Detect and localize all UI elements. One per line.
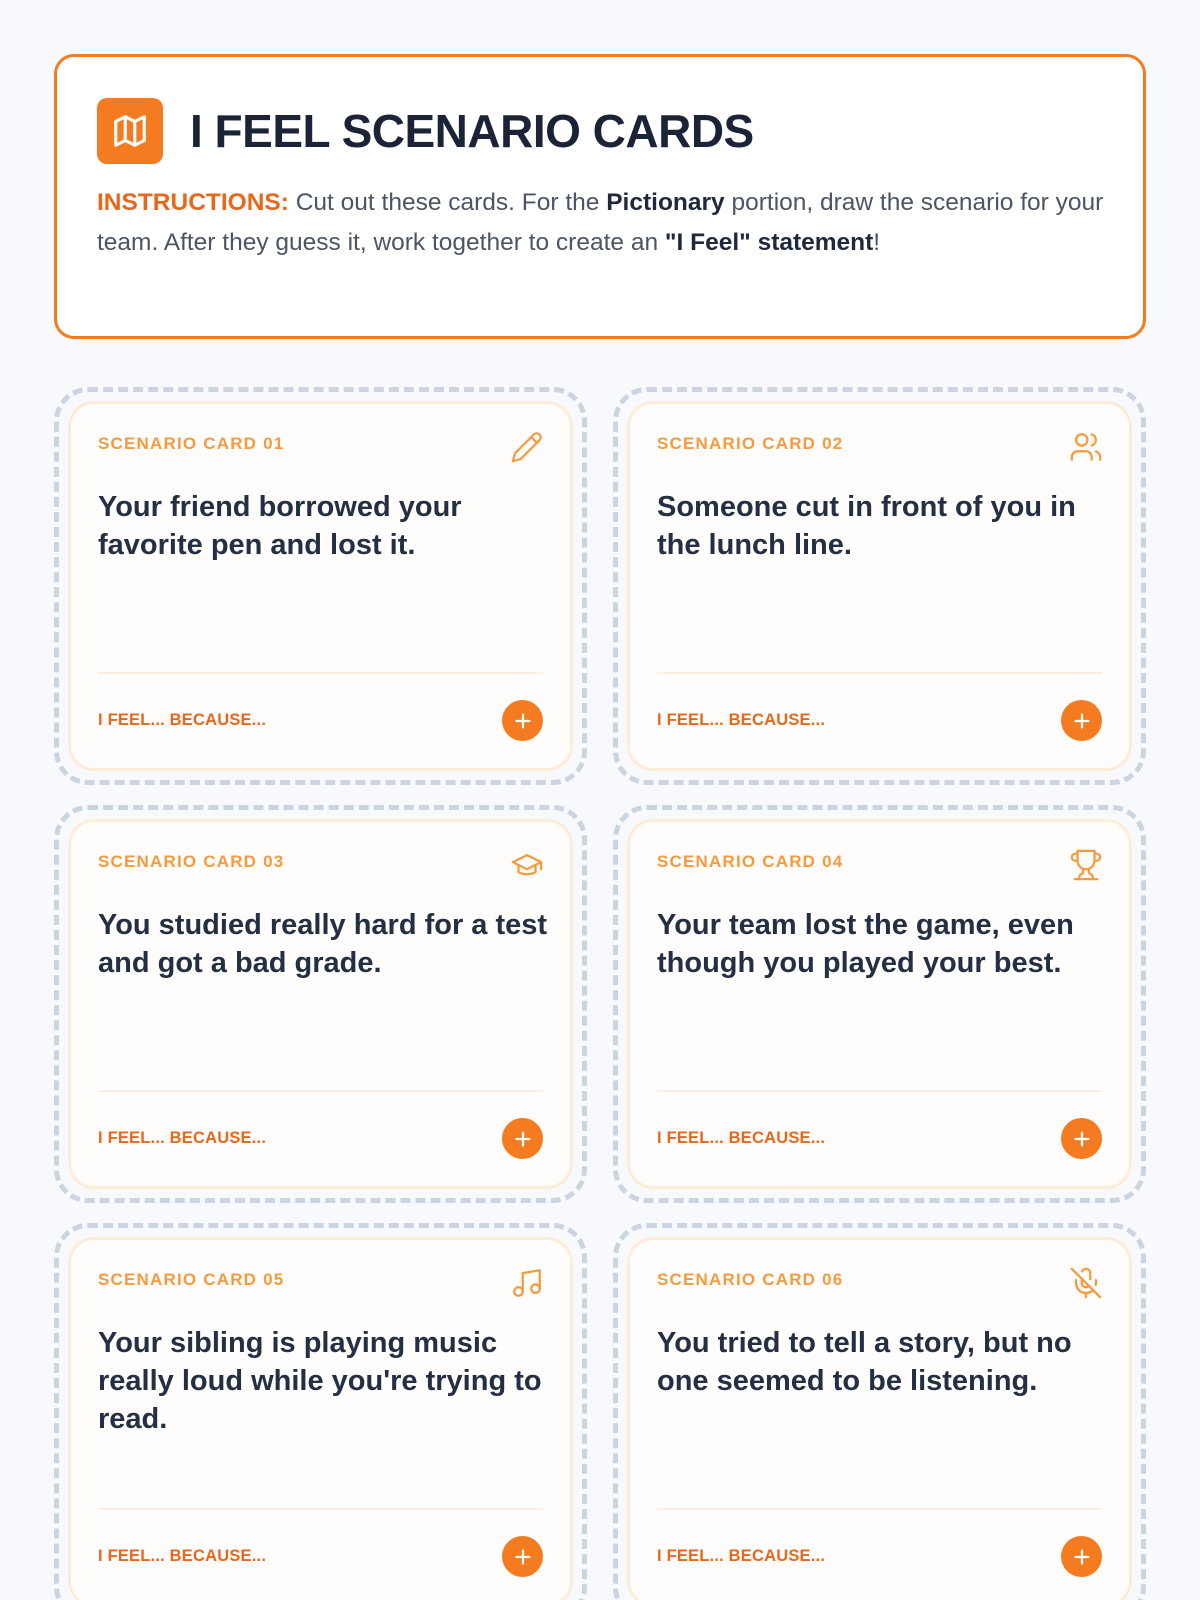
card-label: SCENARIO CARD 04 xyxy=(657,852,844,871)
card-footer-prompt: I FEEL... BECAUSE... xyxy=(98,1129,267,1147)
scenario-card-cutout xyxy=(613,1223,1146,1600)
plus-icon xyxy=(512,710,534,732)
card-divider xyxy=(98,1090,543,1092)
card-divider xyxy=(657,1090,1102,1092)
pencil-icon xyxy=(510,430,544,464)
mic-off-icon xyxy=(1069,1266,1103,1300)
add-button[interactable] xyxy=(502,1118,543,1159)
instructions-text-1: Cut out these cards. For the xyxy=(288,189,607,216)
scenario-card-cutout xyxy=(54,805,587,1203)
card-footer-prompt: I FEEL... BECAUSE... xyxy=(98,711,267,729)
card-divider xyxy=(657,1508,1102,1510)
add-button[interactable] xyxy=(1061,1536,1102,1577)
scenario-card xyxy=(627,401,1132,771)
graduation-cap-icon xyxy=(510,848,544,882)
card-divider xyxy=(98,672,543,674)
instructions-bold-2: "I Feel" statement xyxy=(664,229,874,256)
card-label: SCENARIO CARD 05 xyxy=(98,1270,285,1289)
card-scenario-text: Your sibling is playing music really loud while you're trying to read. xyxy=(98,1327,542,1435)
music-icon xyxy=(510,1266,544,1300)
add-button[interactable] xyxy=(1061,700,1102,741)
scenario-card xyxy=(68,819,573,1189)
card-scenario-text: You studied really hard for a test and got a bad grade. xyxy=(98,909,548,979)
scenario-card-cutout xyxy=(54,387,587,785)
card-label: SCENARIO CARD 06 xyxy=(657,1270,844,1289)
card-scenario-text: Your team lost the game, even though you played your best. xyxy=(657,909,1074,979)
instructions-label: INSTRUCTIONS: xyxy=(97,189,289,216)
trophy-icon xyxy=(1069,848,1103,882)
card-divider xyxy=(657,672,1102,674)
scenario-card xyxy=(627,1237,1132,1600)
title-row xyxy=(97,97,1103,165)
card-footer-prompt: I FEEL... BECAUSE... xyxy=(657,1129,826,1147)
card-footer-prompt: I FEEL... BECAUSE... xyxy=(98,1547,267,1565)
instructions-text-2: portion, draw the scenario for your team. After they guess it, work together to create an xyxy=(97,189,1104,256)
plus-icon xyxy=(512,1546,534,1568)
add-button[interactable] xyxy=(502,1536,543,1577)
scenario-card xyxy=(627,819,1132,1189)
instructions-bold-1: Pictionary xyxy=(606,189,725,216)
add-button[interactable] xyxy=(502,700,543,741)
page-title: I FEEL SCENARIO CARDS xyxy=(190,105,754,157)
scenario-card-cutout xyxy=(613,805,1146,1203)
scenario-card-cutout xyxy=(613,387,1146,785)
card-scenario-text: You tried to tell a story, but no one seemed to be listening. xyxy=(657,1327,1072,1397)
card-footer-prompt: I FEEL... BECAUSE... xyxy=(657,711,826,729)
card-scenario-text: Your friend borrowed your favorite pen and lost it. xyxy=(98,491,462,561)
add-button[interactable] xyxy=(1061,1118,1102,1159)
scenario-card xyxy=(68,1237,573,1600)
card-label: SCENARIO CARD 02 xyxy=(657,434,844,453)
scenario-card xyxy=(68,401,573,771)
scenario-card-cutout xyxy=(54,1223,587,1600)
card-divider xyxy=(98,1508,543,1510)
users-icon xyxy=(1069,430,1103,464)
map-icon xyxy=(97,98,163,164)
instructions-text-3: ! xyxy=(873,229,881,256)
plus-icon xyxy=(1071,710,1093,732)
card-label: SCENARIO CARD 01 xyxy=(98,434,285,453)
instructions xyxy=(97,183,1107,263)
card-scenario-text: Someone cut in front of you in the lunch line. xyxy=(657,491,1076,561)
card-footer-prompt: I FEEL... BECAUSE... xyxy=(657,1547,826,1565)
header-panel xyxy=(54,54,1146,339)
plus-icon xyxy=(512,1128,534,1150)
card-label: SCENARIO CARD 03 xyxy=(98,852,285,871)
plus-icon xyxy=(1071,1128,1093,1150)
plus-icon xyxy=(1071,1546,1093,1568)
